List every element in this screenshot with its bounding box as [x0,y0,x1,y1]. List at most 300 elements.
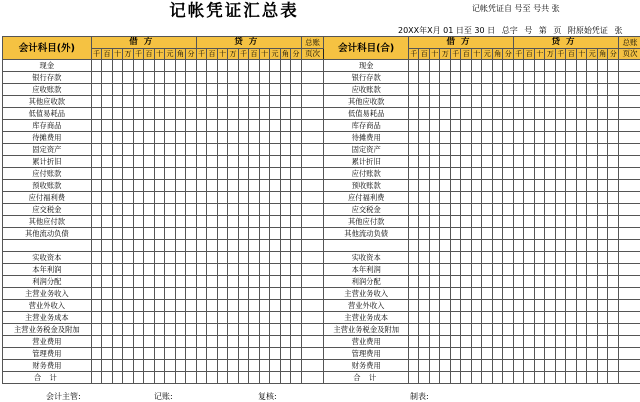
right-amount-cell[interactable] [429,324,440,336]
left-amount-cell[interactable] [144,192,155,204]
left-page-cell[interactable] [301,348,324,360]
right-amount-cell[interactable] [408,60,419,72]
right-amount-cell[interactable] [419,156,430,168]
right-total-amount-cell[interactable] [461,372,472,384]
left-amount-cell[interactable] [112,96,123,108]
right-amount-cell[interactable] [471,180,482,192]
right-amount-cell[interactable] [429,228,440,240]
right-amount-cell[interactable] [534,324,545,336]
right-amount-cell[interactable] [545,216,556,228]
left-amount-cell[interactable] [207,312,218,324]
right-amount-cell[interactable] [482,288,493,300]
left-amount-cell[interactable] [259,336,270,348]
right-amount-cell[interactable] [429,168,440,180]
right-amount-cell[interactable] [492,84,503,96]
right-amount-cell[interactable] [419,324,430,336]
left-amount-cell[interactable] [249,348,260,360]
left-amount-cell[interactable] [228,324,239,336]
left-amount-cell[interactable] [291,156,302,168]
left-amount-cell[interactable] [217,120,228,132]
left-total-amount-cell[interactable] [280,372,291,384]
left-amount-cell[interactable] [291,204,302,216]
right-amount-cell[interactable] [408,204,419,216]
right-amount-cell[interactable] [587,144,598,156]
right-amount-cell[interactable] [534,72,545,84]
right-amount-cell[interactable] [545,120,556,132]
left-amount-cell[interactable] [196,144,207,156]
left-amount-cell[interactable] [175,72,186,84]
right-amount-cell[interactable] [534,252,545,264]
left-amount-cell[interactable] [112,192,123,204]
right-amount-cell[interactable] [471,228,482,240]
right-amount-cell[interactable] [440,252,451,264]
left-amount-cell[interactable] [291,360,302,372]
left-amount-cell[interactable] [123,204,134,216]
right-amount-cell[interactable] [566,204,577,216]
right-amount-cell[interactable] [482,360,493,372]
left-amount-cell[interactable] [165,144,176,156]
right-amount-cell[interactable] [482,264,493,276]
left-amount-cell[interactable] [280,72,291,84]
left-amount-cell[interactable] [238,324,249,336]
right-amount-cell[interactable] [461,264,472,276]
right-amount-cell[interactable] [524,336,535,348]
right-amount-cell[interactable] [534,312,545,324]
left-amount-cell[interactable] [291,288,302,300]
right-amount-cell[interactable] [566,60,577,72]
right-amount-cell[interactable] [419,204,430,216]
left-amount-cell[interactable] [291,60,302,72]
left-amount-cell[interactable] [238,120,249,132]
left-amount-cell[interactable] [175,336,186,348]
right-amount-cell[interactable] [471,336,482,348]
right-amount-cell[interactable] [461,300,472,312]
left-amount-cell[interactable] [154,72,165,84]
left-amount-cell[interactable] [238,312,249,324]
right-amount-cell[interactable] [419,348,430,360]
left-amount-cell[interactable] [280,144,291,156]
right-amount-cell[interactable] [492,204,503,216]
right-amount-cell[interactable] [576,324,587,336]
right-amount-cell[interactable] [461,216,472,228]
right-amount-cell[interactable] [419,276,430,288]
right-amount-cell[interactable] [482,204,493,216]
right-amount-cell[interactable] [534,216,545,228]
right-amount-cell[interactable] [461,180,472,192]
right-amount-cell[interactable] [492,348,503,360]
right-amount-cell[interactable] [608,120,619,132]
right-amount-cell[interactable] [545,336,556,348]
right-amount-cell[interactable] [419,216,430,228]
left-amount-cell[interactable] [91,324,102,336]
right-amount-cell[interactable] [545,96,556,108]
left-amount-cell[interactable] [112,180,123,192]
left-amount-cell[interactable] [207,204,218,216]
left-page-cell[interactable] [301,360,324,372]
right-amount-cell[interactable] [566,180,577,192]
right-amount-cell[interactable] [524,264,535,276]
right-amount-cell[interactable] [429,288,440,300]
right-amount-cell[interactable] [450,108,461,120]
right-amount-cell[interactable] [482,180,493,192]
right-page-cell[interactable] [619,324,640,336]
right-amount-cell[interactable] [513,300,524,312]
left-amount-cell[interactable] [144,216,155,228]
left-amount-cell[interactable] [259,360,270,372]
left-amount-cell[interactable] [133,156,144,168]
right-amount-cell[interactable] [440,288,451,300]
left-amount-cell[interactable] [196,360,207,372]
left-amount-cell[interactable] [238,300,249,312]
right-amount-cell[interactable] [461,108,472,120]
left-amount-cell[interactable] [112,156,123,168]
right-amount-cell[interactable] [597,264,608,276]
left-amount-cell[interactable] [291,144,302,156]
right-amount-cell[interactable] [503,360,514,372]
left-amount-cell[interactable] [217,156,228,168]
left-amount-cell[interactable] [217,300,228,312]
right-amount-cell[interactable] [524,180,535,192]
left-amount-cell[interactable] [123,264,134,276]
right-amount-cell[interactable] [566,156,577,168]
right-page-cell[interactable] [619,360,640,372]
left-amount-cell[interactable] [280,120,291,132]
right-amount-cell[interactable] [503,204,514,216]
right-total-amount-cell[interactable] [597,372,608,384]
left-amount-cell[interactable] [238,360,249,372]
left-amount-cell[interactable] [144,300,155,312]
left-amount-cell[interactable] [217,132,228,144]
right-amount-cell[interactable] [429,216,440,228]
left-amount-cell[interactable] [249,264,260,276]
left-amount-cell[interactable] [238,168,249,180]
right-amount-cell[interactable] [492,108,503,120]
right-page-cell[interactable] [619,228,640,240]
right-amount-cell[interactable] [524,300,535,312]
right-amount-cell[interactable] [576,120,587,132]
left-amount-cell[interactable] [217,252,228,264]
right-amount-cell[interactable] [576,132,587,144]
left-amount-cell[interactable] [238,132,249,144]
right-amount-cell[interactable] [608,252,619,264]
left-amount-cell[interactable] [186,84,197,96]
left-amount-cell[interactable] [144,144,155,156]
left-amount-cell[interactable] [270,120,281,132]
right-amount-cell[interactable] [503,300,514,312]
right-amount-cell[interactable] [408,192,419,204]
right-amount-cell[interactable] [419,312,430,324]
right-amount-cell[interactable] [450,312,461,324]
right-total-amount-cell[interactable] [419,372,430,384]
left-amount-cell[interactable] [91,168,102,180]
left-amount-cell[interactable] [112,84,123,96]
right-amount-cell[interactable] [587,132,598,144]
left-amount-cell[interactable] [280,312,291,324]
right-amount-cell[interactable] [471,120,482,132]
left-amount-cell[interactable] [112,288,123,300]
left-amount-cell[interactable] [217,288,228,300]
left-amount-cell[interactable] [196,276,207,288]
right-amount-cell[interactable] [545,156,556,168]
right-amount-cell[interactable] [566,348,577,360]
right-amount-cell[interactable] [429,60,440,72]
left-page-cell[interactable] [301,300,324,312]
right-amount-cell[interactable] [429,360,440,372]
left-amount-cell[interactable] [165,96,176,108]
left-amount-cell[interactable] [186,312,197,324]
right-amount-cell[interactable] [576,252,587,264]
right-amount-cell[interactable] [524,60,535,72]
left-amount-cell[interactable] [280,60,291,72]
left-amount-cell[interactable] [133,264,144,276]
right-amount-cell[interactable] [492,240,503,252]
right-amount-cell[interactable] [461,324,472,336]
left-amount-cell[interactable] [123,84,134,96]
right-amount-cell[interactable] [576,156,587,168]
right-amount-cell[interactable] [545,180,556,192]
right-amount-cell[interactable] [419,180,430,192]
right-amount-cell[interactable] [534,336,545,348]
left-amount-cell[interactable] [270,96,281,108]
left-amount-cell[interactable] [228,300,239,312]
right-amount-cell[interactable] [450,168,461,180]
right-amount-cell[interactable] [492,216,503,228]
right-amount-cell[interactable] [576,276,587,288]
left-amount-cell[interactable] [291,96,302,108]
right-amount-cell[interactable] [492,132,503,144]
right-amount-cell[interactable] [555,348,566,360]
right-amount-cell[interactable] [440,276,451,288]
left-amount-cell[interactable] [249,168,260,180]
right-amount-cell[interactable] [429,72,440,84]
right-amount-cell[interactable] [597,228,608,240]
right-amount-cell[interactable] [534,240,545,252]
left-amount-cell[interactable] [270,144,281,156]
left-amount-cell[interactable] [123,336,134,348]
left-amount-cell[interactable] [91,144,102,156]
right-amount-cell[interactable] [450,72,461,84]
left-amount-cell[interactable] [217,240,228,252]
left-total-amount-cell[interactable] [175,372,186,384]
left-amount-cell[interactable] [144,324,155,336]
right-amount-cell[interactable] [492,180,503,192]
left-amount-cell[interactable] [291,276,302,288]
left-amount-cell[interactable] [207,180,218,192]
left-amount-cell[interactable] [133,276,144,288]
left-total-amount-cell[interactable] [112,372,123,384]
right-amount-cell[interactable] [555,204,566,216]
left-amount-cell[interactable] [175,144,186,156]
right-amount-cell[interactable] [566,264,577,276]
left-amount-cell[interactable] [123,120,134,132]
left-amount-cell[interactable] [259,204,270,216]
right-total-amount-cell[interactable] [524,372,535,384]
left-amount-cell[interactable] [280,336,291,348]
left-amount-cell[interactable] [133,72,144,84]
right-amount-cell[interactable] [608,60,619,72]
left-amount-cell[interactable] [291,168,302,180]
right-amount-cell[interactable] [545,204,556,216]
left-amount-cell[interactable] [207,72,218,84]
left-amount-cell[interactable] [112,216,123,228]
left-amount-cell[interactable] [133,96,144,108]
right-amount-cell[interactable] [513,60,524,72]
right-amount-cell[interactable] [513,180,524,192]
right-amount-cell[interactable] [597,72,608,84]
right-amount-cell[interactable] [513,96,524,108]
right-amount-cell[interactable] [608,144,619,156]
left-amount-cell[interactable] [112,336,123,348]
left-amount-cell[interactable] [186,192,197,204]
right-amount-cell[interactable] [587,336,598,348]
left-amount-cell[interactable] [91,60,102,72]
left-total-amount-cell[interactable] [154,372,165,384]
right-page-cell[interactable] [619,300,640,312]
left-amount-cell[interactable] [186,120,197,132]
right-amount-cell[interactable] [545,252,556,264]
right-amount-cell[interactable] [482,336,493,348]
right-amount-cell[interactable] [545,288,556,300]
right-amount-cell[interactable] [471,252,482,264]
left-amount-cell[interactable] [196,84,207,96]
left-amount-cell[interactable] [112,144,123,156]
right-amount-cell[interactable] [471,84,482,96]
right-amount-cell[interactable] [419,108,430,120]
left-amount-cell[interactable] [291,336,302,348]
right-amount-cell[interactable] [513,84,524,96]
right-amount-cell[interactable] [608,156,619,168]
left-amount-cell[interactable] [175,156,186,168]
right-amount-cell[interactable] [429,240,440,252]
left-amount-cell[interactable] [270,348,281,360]
left-amount-cell[interactable] [186,96,197,108]
right-amount-cell[interactable] [597,168,608,180]
left-amount-cell[interactable] [270,156,281,168]
left-amount-cell[interactable] [270,228,281,240]
left-amount-cell[interactable] [207,96,218,108]
left-amount-cell[interactable] [249,360,260,372]
left-amount-cell[interactable] [291,252,302,264]
left-amount-cell[interactable] [280,156,291,168]
left-amount-cell[interactable] [207,156,218,168]
right-amount-cell[interactable] [566,84,577,96]
right-amount-cell[interactable] [471,264,482,276]
right-amount-cell[interactable] [566,276,577,288]
right-page-cell[interactable] [619,144,640,156]
left-total-amount-cell[interactable] [196,372,207,384]
left-amount-cell[interactable] [133,60,144,72]
right-amount-cell[interactable] [587,324,598,336]
right-amount-cell[interactable] [597,144,608,156]
left-amount-cell[interactable] [207,60,218,72]
left-amount-cell[interactable] [259,324,270,336]
left-page-cell[interactable] [301,72,324,84]
left-amount-cell[interactable] [238,216,249,228]
left-amount-cell[interactable] [280,180,291,192]
right-amount-cell[interactable] [450,144,461,156]
left-amount-cell[interactable] [228,252,239,264]
right-amount-cell[interactable] [545,312,556,324]
right-amount-cell[interactable] [534,96,545,108]
left-amount-cell[interactable] [133,180,144,192]
left-amount-cell[interactable] [238,84,249,96]
left-amount-cell[interactable] [249,276,260,288]
left-amount-cell[interactable] [228,120,239,132]
left-amount-cell[interactable] [102,60,113,72]
left-amount-cell[interactable] [133,228,144,240]
right-amount-cell[interactable] [534,168,545,180]
left-amount-cell[interactable] [102,132,113,144]
left-page-cell[interactable] [301,204,324,216]
left-amount-cell[interactable] [165,156,176,168]
right-amount-cell[interactable] [429,192,440,204]
right-amount-cell[interactable] [408,324,419,336]
left-amount-cell[interactable] [154,228,165,240]
left-amount-cell[interactable] [133,120,144,132]
right-amount-cell[interactable] [524,132,535,144]
left-amount-cell[interactable] [249,336,260,348]
left-amount-cell[interactable] [175,84,186,96]
left-amount-cell[interactable] [144,288,155,300]
left-amount-cell[interactable] [238,348,249,360]
left-amount-cell[interactable] [102,180,113,192]
left-amount-cell[interactable] [144,72,155,84]
right-amount-cell[interactable] [576,204,587,216]
right-amount-cell[interactable] [597,252,608,264]
left-total-amount-cell[interactable] [228,372,239,384]
left-amount-cell[interactable] [144,276,155,288]
left-amount-cell[interactable] [112,132,123,144]
right-amount-cell[interactable] [566,132,577,144]
left-amount-cell[interactable] [175,168,186,180]
left-amount-cell[interactable] [270,168,281,180]
right-amount-cell[interactable] [450,324,461,336]
left-amount-cell[interactable] [196,240,207,252]
left-amount-cell[interactable] [217,108,228,120]
right-amount-cell[interactable] [587,228,598,240]
right-amount-cell[interactable] [576,240,587,252]
right-amount-cell[interactable] [587,180,598,192]
right-amount-cell[interactable] [524,204,535,216]
left-amount-cell[interactable] [112,168,123,180]
left-amount-cell[interactable] [291,108,302,120]
right-amount-cell[interactable] [492,336,503,348]
right-amount-cell[interactable] [461,228,472,240]
right-amount-cell[interactable] [429,144,440,156]
right-amount-cell[interactable] [450,132,461,144]
left-amount-cell[interactable] [165,288,176,300]
left-page-cell[interactable] [301,84,324,96]
left-amount-cell[interactable] [112,228,123,240]
left-amount-cell[interactable] [249,72,260,84]
right-amount-cell[interactable] [608,192,619,204]
left-amount-cell[interactable] [196,180,207,192]
left-amount-cell[interactable] [291,72,302,84]
right-amount-cell[interactable] [408,312,419,324]
left-amount-cell[interactable] [238,60,249,72]
right-page-cell[interactable] [619,60,640,72]
right-amount-cell[interactable] [419,288,430,300]
right-amount-cell[interactable] [440,132,451,144]
right-amount-cell[interactable] [524,324,535,336]
right-amount-cell[interactable] [503,312,514,324]
right-amount-cell[interactable] [440,108,451,120]
right-amount-cell[interactable] [566,72,577,84]
right-amount-cell[interactable] [587,252,598,264]
left-amount-cell[interactable] [154,168,165,180]
left-amount-cell[interactable] [259,84,270,96]
left-amount-cell[interactable] [175,324,186,336]
